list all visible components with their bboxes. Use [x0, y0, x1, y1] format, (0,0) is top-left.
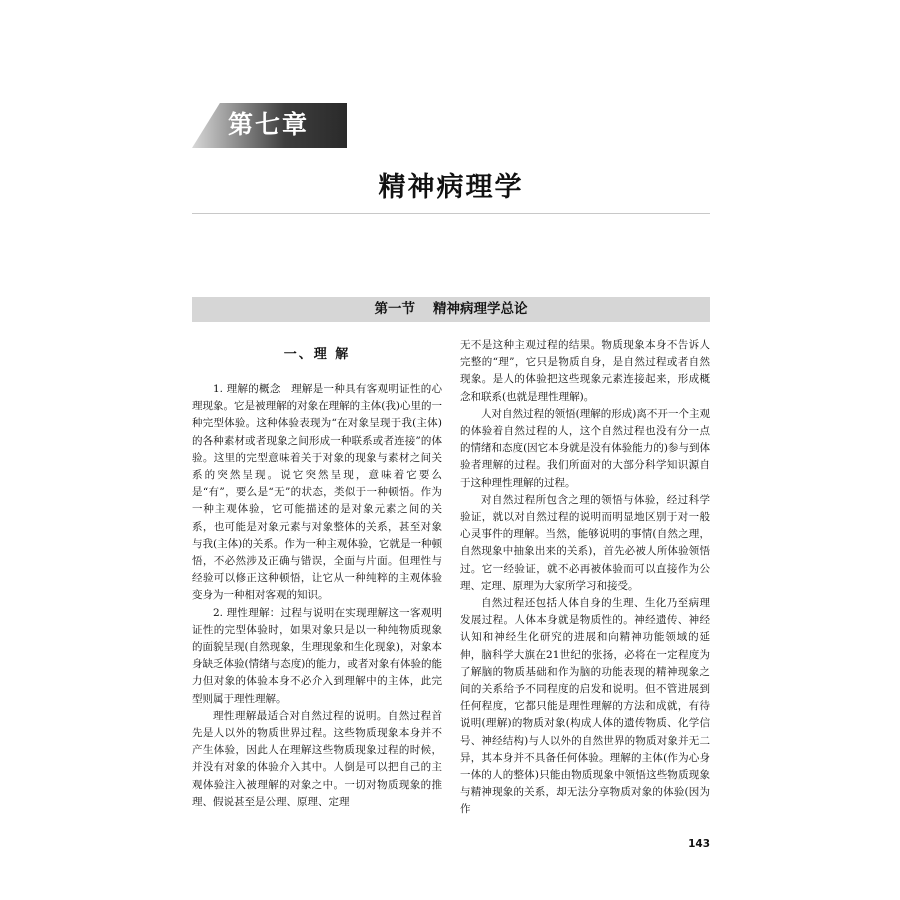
paragraph: 无不是这种主观过程的结果。物质现象本身不告诉人完整的“理”，它只是物质自身，是自然过程或者自然现象。是人的体验把这些现象元素连接起来，形成概念和联系(也就是理性理解)。 — [460, 339, 710, 403]
paragraph-text: 理解是一种具有客观明证性的心理现象。它是被理解的对象在理解的主体(我)心里的一种完型体验。这种体验表现为“在对象呈现于我(主体)的各种素材或者现象之间形成一种联系或者连接”的体验。这里的完型意味着关于对象的现象与素材之间关系的突然呈现。说它突然呈现，意味着它要么是“有”，要么是“无”的状态，类似于一种顿悟。作为一种主观体验，它可能描述的是对象元素之间的关系，也可能是对象元素与对象整体的关系，甚至对象与我(主体)的关系。作为一种主观体验，它就是一种顿悟，不必然涉及正确与错误，全面与片面。但理性与经验可以修正这种顿悟，让它从一种纯粹的主观体验变身为一种相对客观的知识。 — [192, 383, 442, 602]
paragraph: 理性理解最适合对自然过程的说明。自然过程首先是人以外的物质世界过程。这些物质现象本身并不产生体验，因此人在理解这些物质现象过程的时候，并没有对象的体验介入其中。人倒是可以把自己的主观体验注入被理解的对象之中。一切对物质现象的推理、假说甚至是公理、原理、定理 — [192, 709, 442, 808]
section-heading-bar — [192, 297, 710, 322]
left-column — [192, 337, 442, 811]
section-title: 精神病理学总论 — [433, 301, 528, 317]
subsection-heading: 一、理 解 — [283, 347, 351, 362]
paragraph-text: 过程与说明在实现理解这一客观明证性的完型体验时，如果对象只是以一种纯物质现象的面貌呈现(自然现象，生理现象和生化现象)，对象本身缺乏体验(情绪与态度)的能力，或者对象有体验的能力但对象的体验本身不必介入到理解中的主体，此完型则属于理性理解。 — [192, 606, 442, 705]
paragraph — [192, 605, 442, 708]
paragraph: 自然过程还包括人体自身的生理、生化乃至病理发展过程。人体本身就是物质性的。神经遗传、神经认知和神经生化研究的进展和向精神功能领域的延伸，脑科学大旗在21世纪的张扬，必将在一定程度为了解脑的物质基础和作为脑的功能表现的精神现象之间的关系给予不同程度的启发和说明。但不管进展到任何程度，它都只能是理性理解的方法和成就，有待说明(理解)的物质对象(构成人体的遗传物质、化学信号、神经结构)与人以外的自然世界的物质对象并无二异，其本身并不具备任何体验。理解的主体(作为心身一体的人的整体)只能由物质现象中领悟这些物质现象与精神现象的关系，却无法分享物质对象的体验(因为作 — [460, 597, 710, 816]
paragraph-term: 2. 理性理解： — [213, 606, 281, 619]
paragraph — [192, 381, 442, 605]
section-number: 第一节 — [374, 301, 415, 317]
page-number: 143 — [688, 838, 710, 850]
paragraph-term: 1. 理解的概念 — [213, 383, 281, 395]
paragraph: 对自然过程所包含之理的领悟与体验，经过科学验证，就以对自然过程的说明而明显地区别于对一般心灵事件的理解。当然，能够说明的事情(自然之理，自然现象中抽象出来的关系)，首先必被人所体验领悟过。它一经验证，就不必再被体验而可以直接作为公理、定理、原理为大家所学习和接受。 — [460, 493, 710, 592]
chapter-title: 精神病理学 — [378, 172, 524, 203]
title-divider — [192, 213, 710, 214]
right-column — [460, 337, 710, 819]
chapter-label: 第七章 — [228, 110, 310, 139]
paragraph: 人对自然过程的领悟(理解的形成)离不开一个主观的体验着自然过程的人，这个自然过程也没有分一点的情绪和态度(因它本身就是没有体验能力的)参与到体验者理解的过程。我们所面对的大部分科学知识源自于这种理性理解的过程。 — [460, 407, 710, 489]
